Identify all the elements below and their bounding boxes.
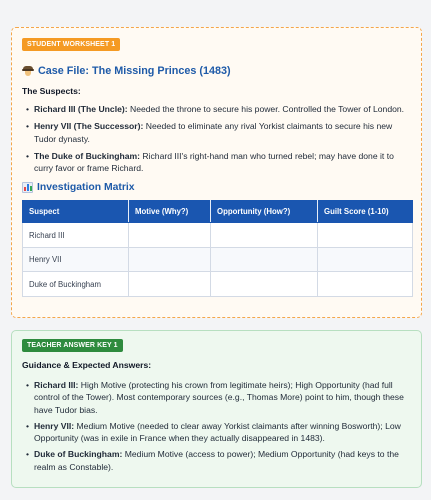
student-worksheet-tag: STUDENT WORKSHEET 1 — [22, 38, 120, 51]
guilt-score-cell[interactable] — [318, 272, 413, 297]
bar-chart-icon — [22, 182, 33, 193]
column-header-opportunity: Opportunity (How?) — [211, 201, 318, 223]
answer-item: • Richard III: High Motive (protecting his crown from legitimate heirs); High Opportunity (had full control of the Tower). Most contemporary sources (e.g., Thomas More) point to him, though these have Tudor bias. — [34, 379, 411, 416]
teacher-answer-key-card — [11, 330, 422, 488]
answer-item: • Duke of Buckingham: Medium Motive (access to power); Medium Opportunity (had keys to the realm as Constable). — [34, 448, 411, 473]
guilt-score-cell[interactable] — [318, 247, 413, 272]
teacher-answer-key-tag: TEACHER ANSWER KEY 1 — [22, 339, 123, 352]
answer-item: • Henry VII: Medium Motive (needed to clear away Yorkist claimants after winning Bosworth); Low Opportunity (was in exile in France when they actually disappeared in 1483). — [34, 420, 411, 445]
suspect-cell: Richard III — [23, 223, 129, 248]
column-header-suspect: Suspect — [23, 201, 129, 223]
suspect-item: • The Duke of Buckingham: Richard III's right-hand man who turned rebel; may have done it to curry favor or frame Richard. — [34, 150, 411, 175]
guidance-heading: Guidance & Expected Answers: — [22, 360, 152, 370]
investigation-matrix-title-text: Investigation Matrix — [37, 182, 135, 194]
answers-list — [22, 379, 411, 473]
case-file-title — [22, 65, 411, 77]
opportunity-cell[interactable] — [211, 272, 318, 297]
suspects-list — [22, 103, 411, 174]
suspect-item: • Henry VII (The Successor): Needed to eliminate any rival Yorkist claimants to secure his new Tudor dynasty. — [34, 120, 411, 145]
opportunity-cell[interactable] — [211, 223, 318, 248]
table-row — [23, 247, 413, 272]
suspect-cell: Duke of Buckingham — [23, 272, 129, 297]
suspect-cell: Henry VII — [23, 247, 129, 272]
table-row — [23, 272, 413, 297]
student-worksheet-card — [11, 27, 422, 318]
motive-cell[interactable] — [129, 247, 211, 272]
investigation-matrix-title — [22, 182, 411, 193]
suspect-item: • Richard III (The Uncle): Needed the throne to secure his power. Controlled the Tower of London. — [34, 103, 411, 115]
motive-cell[interactable] — [129, 223, 211, 248]
detective-icon — [22, 65, 34, 77]
suspects-heading: The Suspects: — [22, 86, 81, 96]
guilt-score-cell[interactable] — [318, 223, 413, 248]
column-header-guilt-score: Guilt Score (1-10) — [318, 201, 413, 223]
case-file-title-text: Case File: The Missing Princes (1483) — [38, 65, 231, 77]
table-row — [23, 223, 413, 248]
investigation-matrix-table — [22, 200, 413, 297]
table-header-row — [23, 201, 413, 223]
opportunity-cell[interactable] — [211, 247, 318, 272]
motive-cell[interactable] — [129, 272, 211, 297]
column-header-motive: Motive (Why?) — [129, 201, 211, 223]
